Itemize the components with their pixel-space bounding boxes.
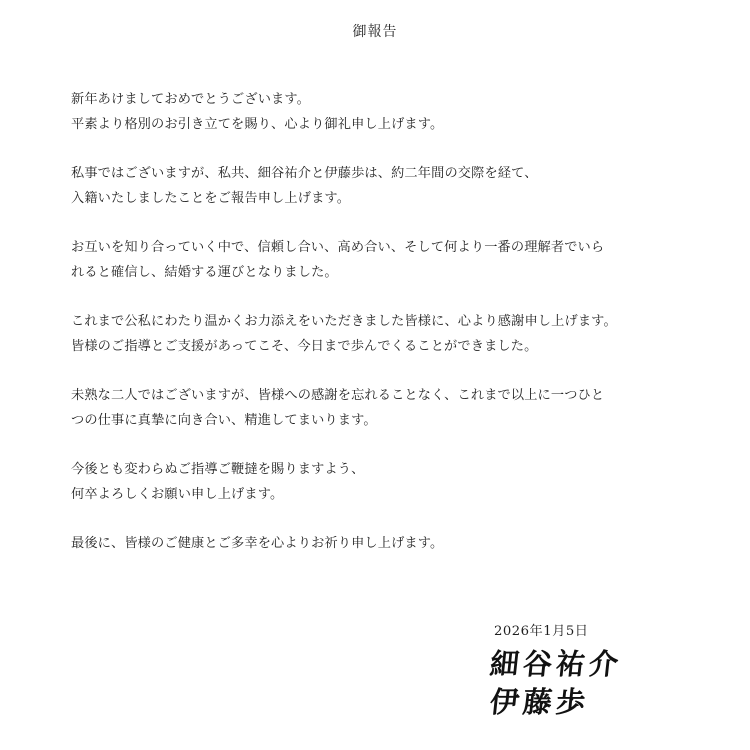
handwritten-signature [490,645,660,735]
paragraph-announcement [71,162,711,211]
document-date: 2026年1月5日 [494,624,589,639]
text-line: これまで公私にわたり温かくお力添えをいただきました皆様に、心より感謝申し上げます。 [71,314,617,329]
paragraph-closing [71,532,711,557]
text-line: お互いを知り合っていく中で、信頼し合い、高め合い、そして何より一番の理解者でいら [71,240,605,255]
paragraph-greeting [71,88,711,137]
paragraph-reason [71,236,711,285]
paragraph-thanks [71,310,711,359]
text-line: 皆様のご指導とご支援があってこそ、今日まで歩んでくることができました。 [71,338,538,354]
text-line: 最後に、皆様のご健康とご多幸を心よりお祈り申し上げます。 [71,536,444,551]
text-line: 平素より格別のお引き立てを賜り、心より御礼申し上げます。 [71,116,444,132]
signature-name-1: 細谷祐介 [488,647,624,681]
paragraph-request [71,458,711,507]
text-line: 入籍いたしましたことをご報告申し上げます。 [71,190,351,206]
text-line: 何卒よろしくお願い申し上げます。 [71,486,284,502]
text-line: 今後とも変わらぬご指導ご鞭撻を賜りますよう、 [71,462,365,477]
document-title: 御報告 [352,24,398,40]
document-body [71,88,711,582]
text-line: れると確信し、結婚する運びとなりました。 [71,264,338,280]
text-line: 新年あけましておめでとうございます。 [71,92,311,107]
text-line: 私事ではございますが、私共、細谷祐介と伊藤歩は、約二年間の交際を経て、 [71,166,538,181]
paragraph-resolution [71,384,711,433]
signature-name-2: 伊藤歩 [488,685,591,719]
text-line: つの仕事に真摯に向き合い、精進してまいります。 [71,412,377,428]
text-line: 未熟な二人ではございますが、皆様への感謝を忘れることなく、これまで以上に一つひと [71,388,605,403]
